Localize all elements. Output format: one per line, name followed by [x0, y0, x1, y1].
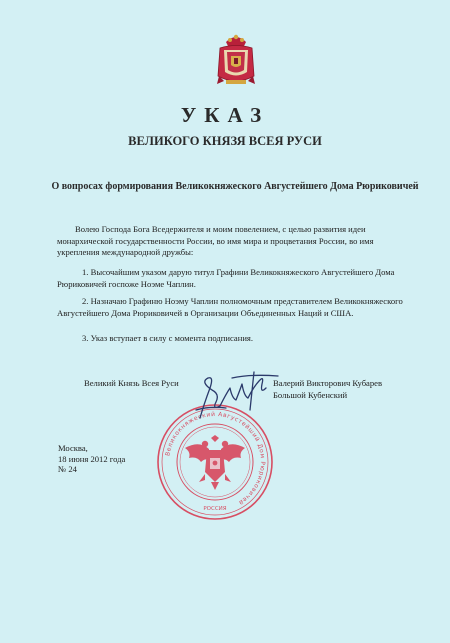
place-date-block [58, 443, 125, 475]
decree-title: УКАЗ [180, 103, 270, 127]
signatory-name: Валерий Викторович Кубарев [273, 378, 383, 388]
seal-text: Великокняжеский Августейший Дом Рюриковичей [164, 410, 267, 507]
signatory-title-2: Большой Кубенский [273, 389, 348, 400]
paragraph-item-2: 2. Назначаю Графиню Ноэму Чаплин полномочным представителем Великокняжеского Августейшего Дома Рюриковичей в Организации Объединенных Наций и США. [57, 296, 403, 318]
paragraph-preamble: Волею Господа Бога Вседержителя и моим повелением, с целью развития идеи монархической государственности России, во имя мира и процветания России, во имя укрепления международной дружбы: [57, 224, 374, 257]
signatory-title: Великий Князь Всея Руси [84, 378, 179, 388]
seal-bottom-text: РОССИЯ [203, 506, 227, 512]
handwritten-signature [170, 366, 290, 424]
paragraph-item-1: 1. Высочайшим указом дарую титул Графини Великокняжеского Августейшего Дома Рюриковичей госпоже Ноэме Чаплин. [57, 267, 395, 289]
decree-number: № 24 [58, 464, 77, 474]
paragraph-item-3: 3. Указ вступает в силу с момента подписания. [82, 333, 254, 343]
decree-topic: О вопросах формирования Великокняжеского Августейшего Дома Рюриковичей [51, 181, 419, 192]
date: 18 июня 2012 года [58, 453, 126, 464]
double-headed-eagle-icon [185, 435, 245, 490]
coat-of-arms-icon [216, 34, 256, 88]
decree-subtitle: ВЕЛИКОГО КНЯЗЯ ВСЕЯ РУСИ [128, 134, 322, 148]
place: Москва, [58, 443, 88, 453]
